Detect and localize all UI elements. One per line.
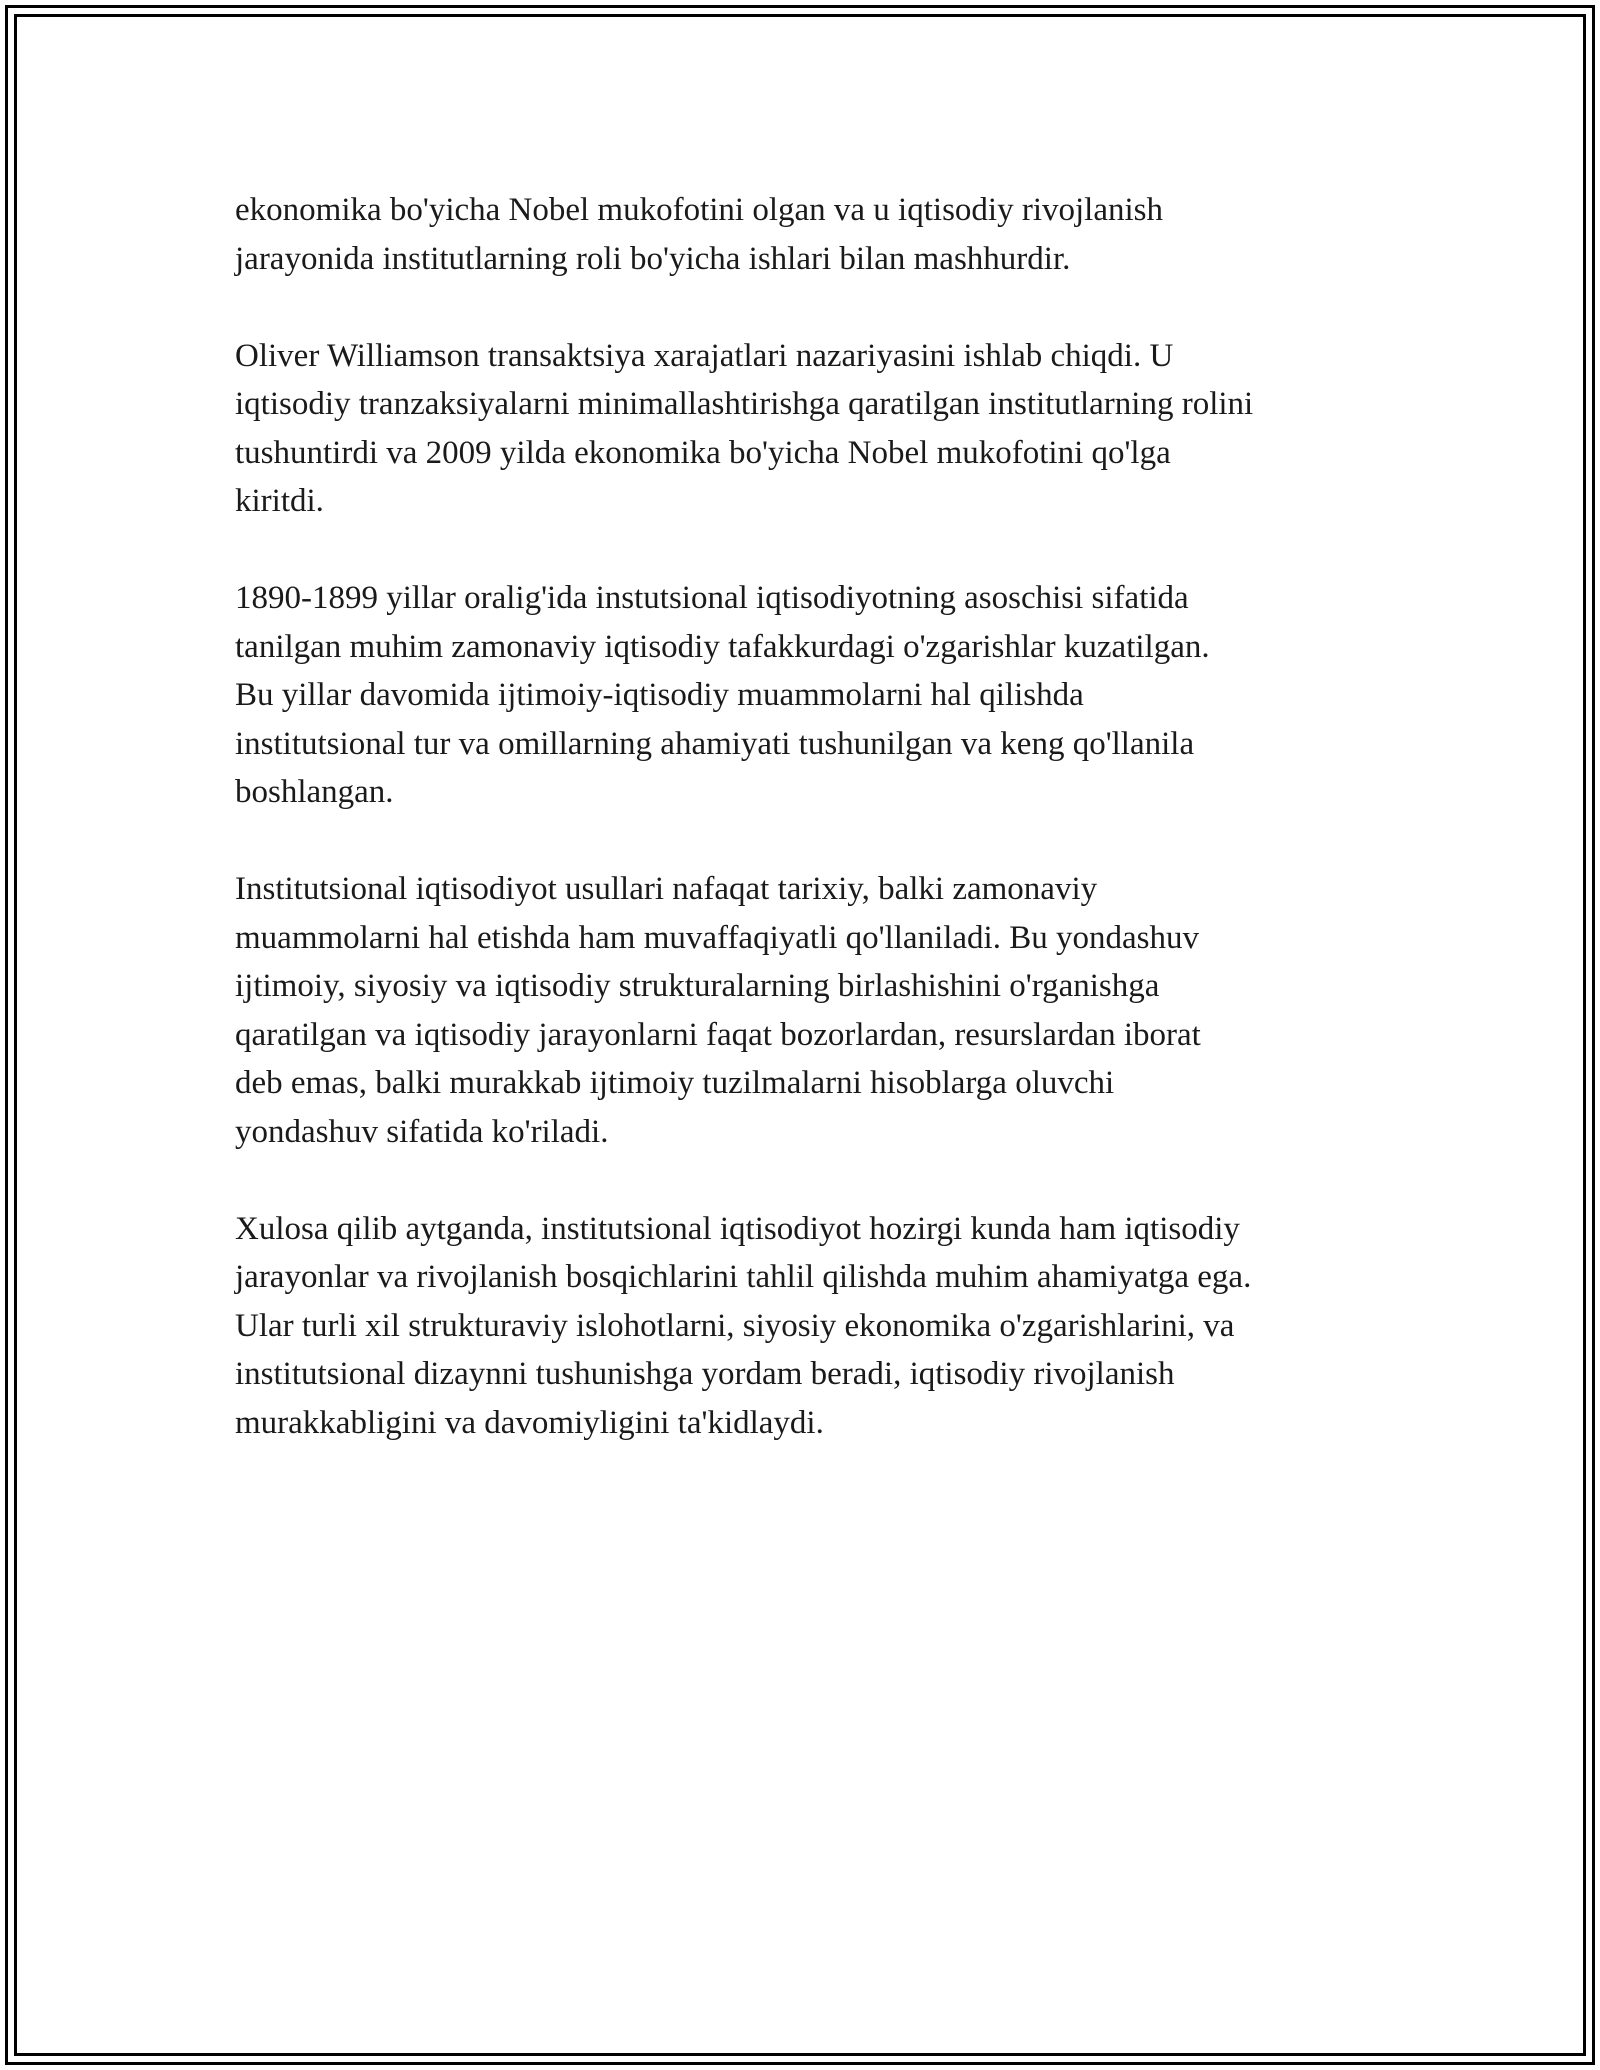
- text-line: Oliver Williamson transaktsiya xarajatlari nazariyasini ishlab chiqdi. U: [235, 337, 1174, 374]
- text-line: ekonomika bo'yicha Nobel mukofotini olgan va u iqtisodiy rivojlanish: [235, 192, 1163, 228]
- text-line: institutsional tur va omillarning ahamiyati tushunilgan va keng qo'llanila: [235, 725, 1195, 762]
- text-line: tanilgan muhim zamonaviy iqtisodiy tafakkurdagi o'zgarishlar kuzatilgan.: [235, 628, 1210, 665]
- paragraph-nobel-intro: [235, 186, 1385, 283]
- text-line: Ular turli xil strukturaviy islohotlarni, siyosiy ekonomika o'zgarishlarini, va: [235, 1307, 1235, 1344]
- text-line: jarayonida institutlarning roli bo'yicha ishlari bilan mashhurdir.: [235, 240, 1071, 277]
- text-line: 1890-1899 yillar oralig'ida instutsional iqtisodiyotning asoschisi sifatida: [235, 580, 1189, 616]
- text-line: kiritdi.: [235, 483, 324, 519]
- text-line: murakkabligini va davomiyligini ta'kidlaydi.: [235, 1404, 824, 1441]
- text-line: institutsional dizaynni tushunishga yordam beradi, iqtisodiy rivojlanish: [235, 1356, 1175, 1392]
- text-line: iqtisodiy tranzaksiyalarni minimallashtirishga qaratilgan institutlarning rolini: [235, 386, 1254, 422]
- text-line: muammolarni hal etishda ham muvaffaqiyatli qo'llaniladi. Bu yondashuv: [235, 919, 1199, 956]
- text-line: ijtimoiy, siyosiy va iqtisodiy strukturalarning birlashishini o'rganishga: [235, 968, 1160, 1004]
- text-line: Institutsional iqtisodiyot usullari nafaqat tarixiy, balki zamonaviy: [235, 871, 1098, 907]
- paragraph-williamson: [235, 332, 1385, 526]
- paragraph-conclusion: [235, 1205, 1385, 1448]
- document-body: [235, 186, 1385, 1496]
- text-line: deb emas, balki murakkab ijtimoiy tuzilmalarni hisoblarga oluvchi: [235, 1065, 1115, 1101]
- text-line: yondashuv sifatida ko'riladi.: [235, 1113, 609, 1150]
- text-line: jarayonlar va rivojlanish bosqichlarini tahlil qilishda muhim ahamiyatga ega.: [235, 1259, 1252, 1295]
- text-line: Bu yillar davomida ijtimoiy-iqtisodiy muammolarni hal qilishda: [235, 677, 1084, 713]
- text-line: Xulosa qilib aytganda, institutsional iqtisodiyot hozirgi kunda ham iqtisodiy: [235, 1210, 1240, 1247]
- paragraph-methods: [235, 865, 1385, 1156]
- paragraph-1890-1899: [235, 574, 1385, 817]
- text-line: qaratilgan va iqtisodiy jarayonlarni faqat bozorlardan, resurslardan iborat: [235, 1016, 1201, 1053]
- text-line: boshlangan.: [235, 774, 394, 810]
- text-line: tushuntirdi va 2009 yilda ekonomika bo'yicha Nobel mukofotini qo'lga: [235, 434, 1171, 471]
